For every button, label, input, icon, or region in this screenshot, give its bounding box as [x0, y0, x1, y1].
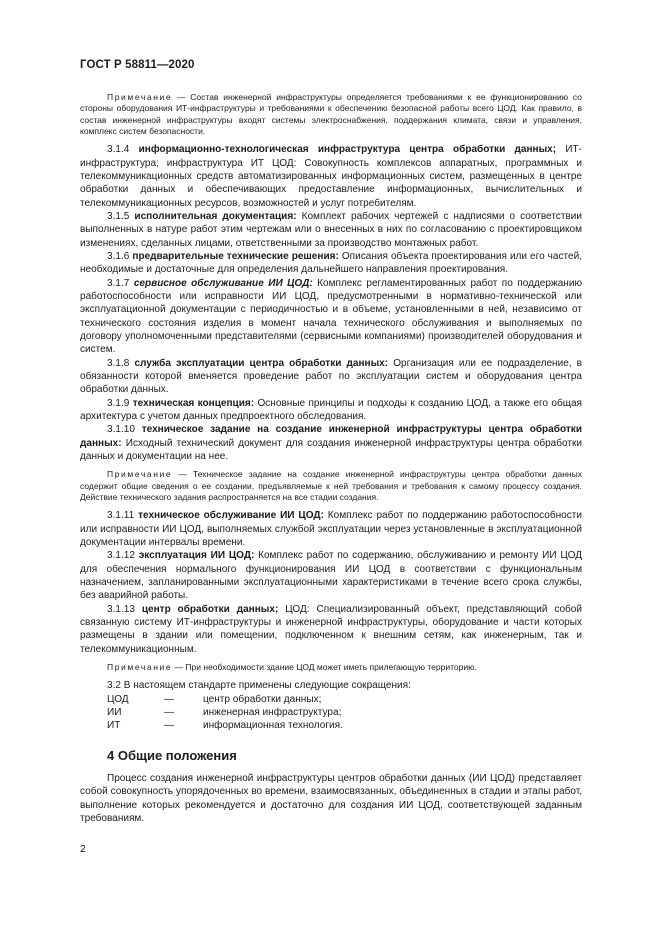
term-name: центр обработки данных;: [141, 603, 279, 615]
term-name: техническое обслуживание ИИ ЦОД:: [138, 510, 324, 522]
term-number: 3.1.11: [107, 510, 135, 522]
term-name: предварительные технические решения:: [132, 250, 339, 262]
term-number: 3.1.9: [107, 397, 130, 409]
term-definition: Описания объекта проектирования или его частей, необходимые и достаточные для определения дальнейшего направления проектирования.: [80, 250, 582, 276]
term-3-1-10: [80, 423, 582, 463]
abbreviation-row: [80, 706, 582, 719]
term-3-1-4: [80, 143, 582, 210]
term-name: информационно-технологическая инфраструктура центра обработки данных;: [138, 144, 557, 156]
term-number: 3.1.7: [107, 277, 130, 289]
standard-header: ГОСТ Р 58811—2020: [80, 59, 195, 71]
term-definition: ИТ-инфраструктура; инфраструктура ИТ ЦОД: Совокупность комплексов аппаратных, программных и телекоммуникационных средств автоматизированных информационных систем, размещенных в центре обработки данных и обеспечивающих предоставление информационных, вычислительных и телекоммуникационных ресурсов, возможностей и услуг потребителям.: [80, 144, 583, 209]
term-name: техническое задание на создание инженерной инфраструктуры центра обработки данных:: [80, 424, 582, 449]
term-number: 3.1.8: [107, 357, 130, 369]
note-3: [80, 662, 582, 673]
abbreviation-code: ИИ: [107, 707, 122, 719]
term-definition: Комплекс регламентированных работ по поддержанию работоспособности или исправности ИИ ЦОД, предусмотренными в нормативно-технической или эксплуатационной документации с периодичностью и в объеме, установленными в ней, независимо от технического состояния изделия в момент начала технического обслуживания и выполняемых по договору уполномоченными представителями (сервисными компаниями) производителей оборудования и систем.: [80, 277, 582, 356]
term-number: 3.1.12: [107, 550, 135, 562]
section-title: 4 Общие положения: [107, 747, 237, 763]
note-1: [80, 92, 582, 137]
term-definition: Исходный технический документ для создания инженерной инфраструктуры центра обработки данных и документации на нее.: [80, 437, 582, 463]
term-3-1-7: [80, 277, 582, 357]
abbreviation-dash: —: [164, 720, 175, 732]
term-name: служба эксплуатации центра обработки данных:: [134, 357, 389, 369]
abbreviation-code: ИТ: [107, 720, 121, 732]
term-3-1-8: [80, 357, 582, 397]
term-3-1-9: [80, 397, 582, 424]
abbreviation-description: инженерная инфраструктура;: [203, 707, 342, 719]
term-3-1-11: [80, 509, 582, 549]
term-name: техническая концепция:: [132, 397, 255, 409]
note-text: — Состав инженерной инфраструктуры определяется требованиями к ее функционированию со стороны оборудования ИТ-инфраструктуры и требованиями к обеспечению безопасной работы всего ЦОД. Как правило, в состав инженерной инфраструктуры входят системы электроснабжения, поддержания климата, связи и управления, комплекс систем безопасности.: [80, 92, 582, 136]
term-definition: Комплект рабочих чертежей с надписями о соответствии выполненных в натуре работ этим чертежам или о внесенных в них по согласованию с проектировщиком изменениях, сделанных лицами, ответственными за производство монтажных работ.: [80, 210, 582, 249]
term-number: 3.1.6: [107, 250, 130, 262]
abbreviation-dash: —: [164, 693, 175, 705]
note-2: [80, 469, 582, 503]
term-definition: Организация или ее подразделение, в обязанности которой вменяется проведение работ по эксплуатации систем и оборудования центра обработки данных.: [80, 357, 583, 396]
term-3-1-6: [80, 250, 582, 277]
note-label: Примечание: [107, 662, 173, 673]
page-number: 2: [80, 843, 86, 855]
abbreviation-description: информационная технология.: [203, 720, 343, 732]
term-definition: Комплекс работ по поддержанию работоспособности или исправности ИИ ЦОД, выполняемых службой эксплуатации через установленные в эксплуатационной документации интервалы времени.: [80, 510, 583, 549]
abbreviation-row: [80, 693, 582, 706]
term-number: 3.1.4: [107, 144, 130, 156]
term-name: исполнительная документация:: [134, 210, 297, 222]
term-3-1-5: [80, 210, 582, 250]
abbreviation-code: ЦОД: [107, 693, 129, 705]
term-name: эксплуатация ИИ ЦОД:: [138, 550, 255, 562]
document-body: [80, 92, 582, 826]
term-number: 3.1.10: [107, 424, 135, 436]
note-text: — Техническое задание на создание инженерной инфраструктуры центра обработки данных содержит общие сведения о ее создании, предъявляемые к ней требования и требования к самому процессу создания. Действие технического задания распространяется на все стадии создания.: [80, 469, 582, 503]
term-definition: ЦОД: Специализированный объект, представляющий собой связанную систему ИТ-инфраструктуры и инженерной инфраструктуры, оборудование и части которых размещены в здании или помещении, подключенном к внешним сетям, как инженерным, так и телекоммуникационным.: [80, 603, 583, 655]
term-name: сервисное обслуживание ИИ ЦОД:: [133, 277, 313, 289]
term-definition: Основные принципы и подходы к созданию ЦОД, а также его общая архитектура с учетом данных предпроектного обследования.: [80, 397, 583, 423]
section-paragraph: Процесс создания инженерной инфраструктуры центров обработки данных (ИИ ЦОД) представляет собой совокупность упорядоченных во времени, взаимосвязанных, объединенных в стадии и этапы работ, выполнение которых рекомендуется и достаточно для создания ИИ ЦОД, соответствующей заданным требованиям.: [80, 773, 582, 825]
term-number: 3.1.13: [107, 603, 135, 615]
abbreviations-intro: 3.2 В настоящем стандарте применены следующие сокращения:: [107, 680, 411, 692]
term-3-1-12: [80, 549, 582, 602]
term-definition: Комплекс работ по содержанию, обслуживанию и ремонту ИИ ЦОД для обеспечения нормального функционирования ИИ ЦОД в соответствии с функциональным назначением, запланированными эксплуатационными характеристиками в течение всего срока службы, без аварийной работы.: [80, 550, 582, 602]
note-label: Примечание: [107, 469, 173, 480]
term-3-1-13: [80, 603, 582, 656]
note-text: — При необходимости здание ЦОД может иметь прилегающую территорию.: [172, 662, 477, 673]
abbreviation-description: центр обработки данных;: [203, 693, 322, 705]
term-number: 3.1.5: [107, 210, 130, 222]
abbreviation-row: [80, 719, 582, 732]
note-label: Примечание: [107, 92, 173, 102]
abbreviation-dash: —: [164, 707, 175, 719]
